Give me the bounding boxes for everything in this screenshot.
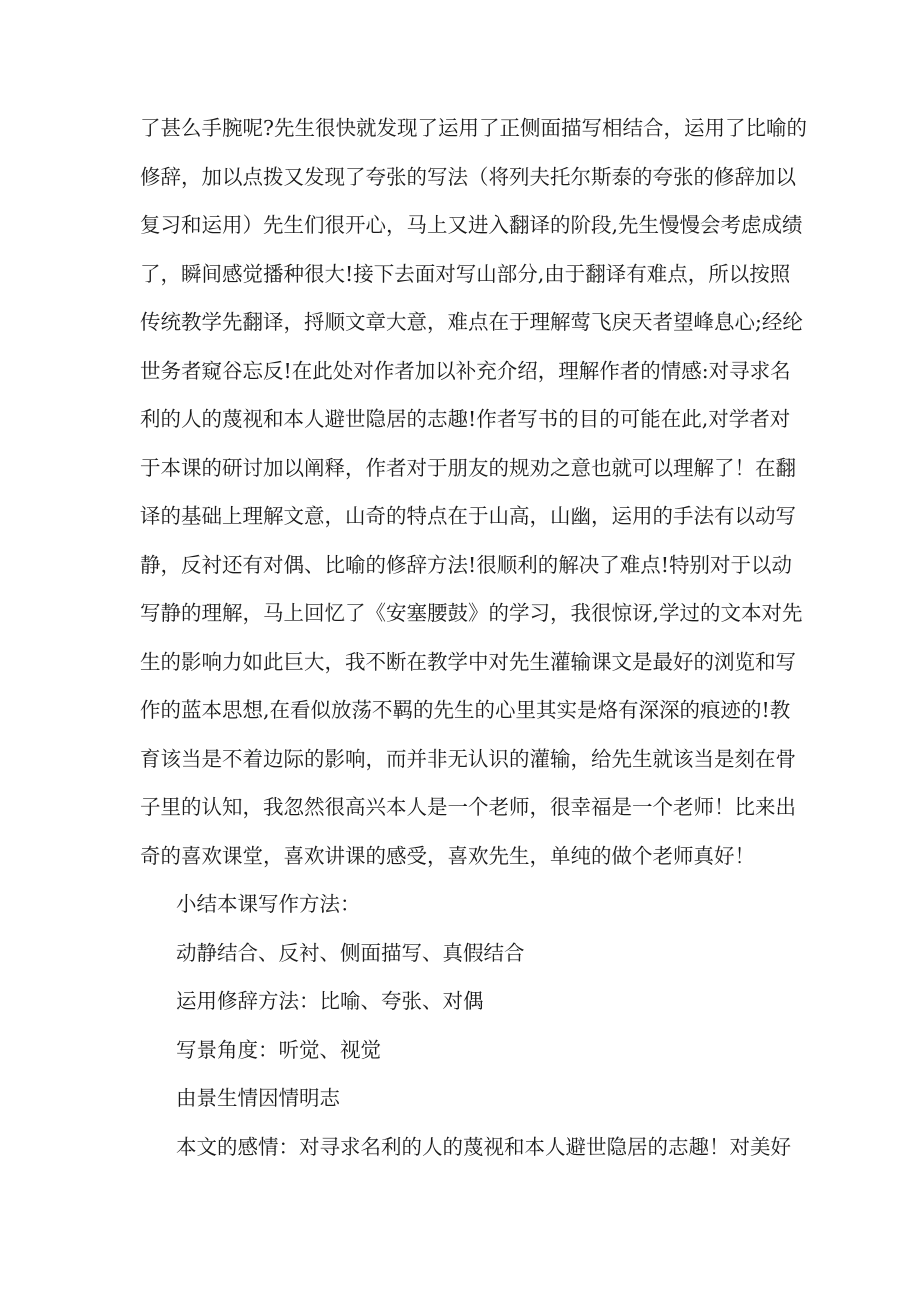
paragraph-line: 传统教学先翻译，捋顺文章大意，难点在于理解莺飞戾天者望峰息心;经纶 [140,310,803,334]
summary-heading: 小结本课写作方法： [176,892,361,916]
final-line: 本文的感情：对寻求名利的人的蔑视和本人避世隐居的志趣！对美好 [176,1134,791,1159]
document-body [140,104,807,1171]
paragraph-line: 译的基础上理解文意，山奇的特点在于山高，山幽，运用的手法有以动写 [140,504,796,528]
paragraph-line: 生的影响力如此巨大，我不断在教学中对先生灌输课文是最好的浏览和写 [140,649,796,674]
paragraph-line: 育该当是不着边际的影响，而并非无认识的灌输，给先生就该当是刻在骨 [140,746,796,771]
paragraph-line: 了甚么手腕呢?先生很快就发现了运用了正侧面描写相结合，运用了比喻的 [140,116,807,140]
paragraph-line: 修辞，加以点拨又发现了夸张的写法（将列夫托尔斯泰的夸张的修辞加以 [140,164,796,189]
paragraph-line: 于本课的研讨加以阐释，作者对于朋友的规劝之意也就可以理解了！在翻 [140,455,796,480]
summary-item: 运用修辞方法：比喻、夸张、对偶 [176,989,484,1013]
paragraph-line: 了，瞬间感觉播种很大!接下去面对写山部分,由于翻译有难点，所以按照 [140,261,791,286]
paragraph-line: 作的蓝本思想,在看似放荡不羁的先生的心里其实是烙有深深的痕迹的!教 [140,698,791,722]
paragraph-line: 世务者窥谷忘反!在此处对作者加以补充介绍，理解作者的情感:对寻求名 [140,358,791,383]
summary-item: 写景角度：听觉、视觉 [176,1037,381,1062]
paragraph-line: 奇的喜欢课堂，喜欢讲课的感受，喜欢先生，单纯的做个老师真好！ [140,843,755,868]
paragraph-line: 写静的理解，马上回忆了《安塞腰鼓》的学习，我很惊讶,学过的文本对先 [140,601,803,625]
summary-item: 由景生情因情明志 [176,1086,340,1110]
paragraph-line: 利的人的蔑视和本人避世隐居的志趣!作者写书的目的可能在此,对学者对 [140,407,791,431]
paragraph-line: 子里的认知，我忽然很高兴本人是一个老师，很幸福是一个老师！比来出 [140,795,796,819]
paragraph-line: 静，反衬还有对偶、比喻的修辞方法!很顺利的解决了难点!特别对于以动 [140,552,792,577]
paragraph-line: 复习和运用）先生们很开心，马上又进入翻译的阶段,先生慢慢会考虑成绩 [140,213,803,237]
summary-item: 动静结合、反衬、侧面描写、真假结合 [176,940,525,965]
